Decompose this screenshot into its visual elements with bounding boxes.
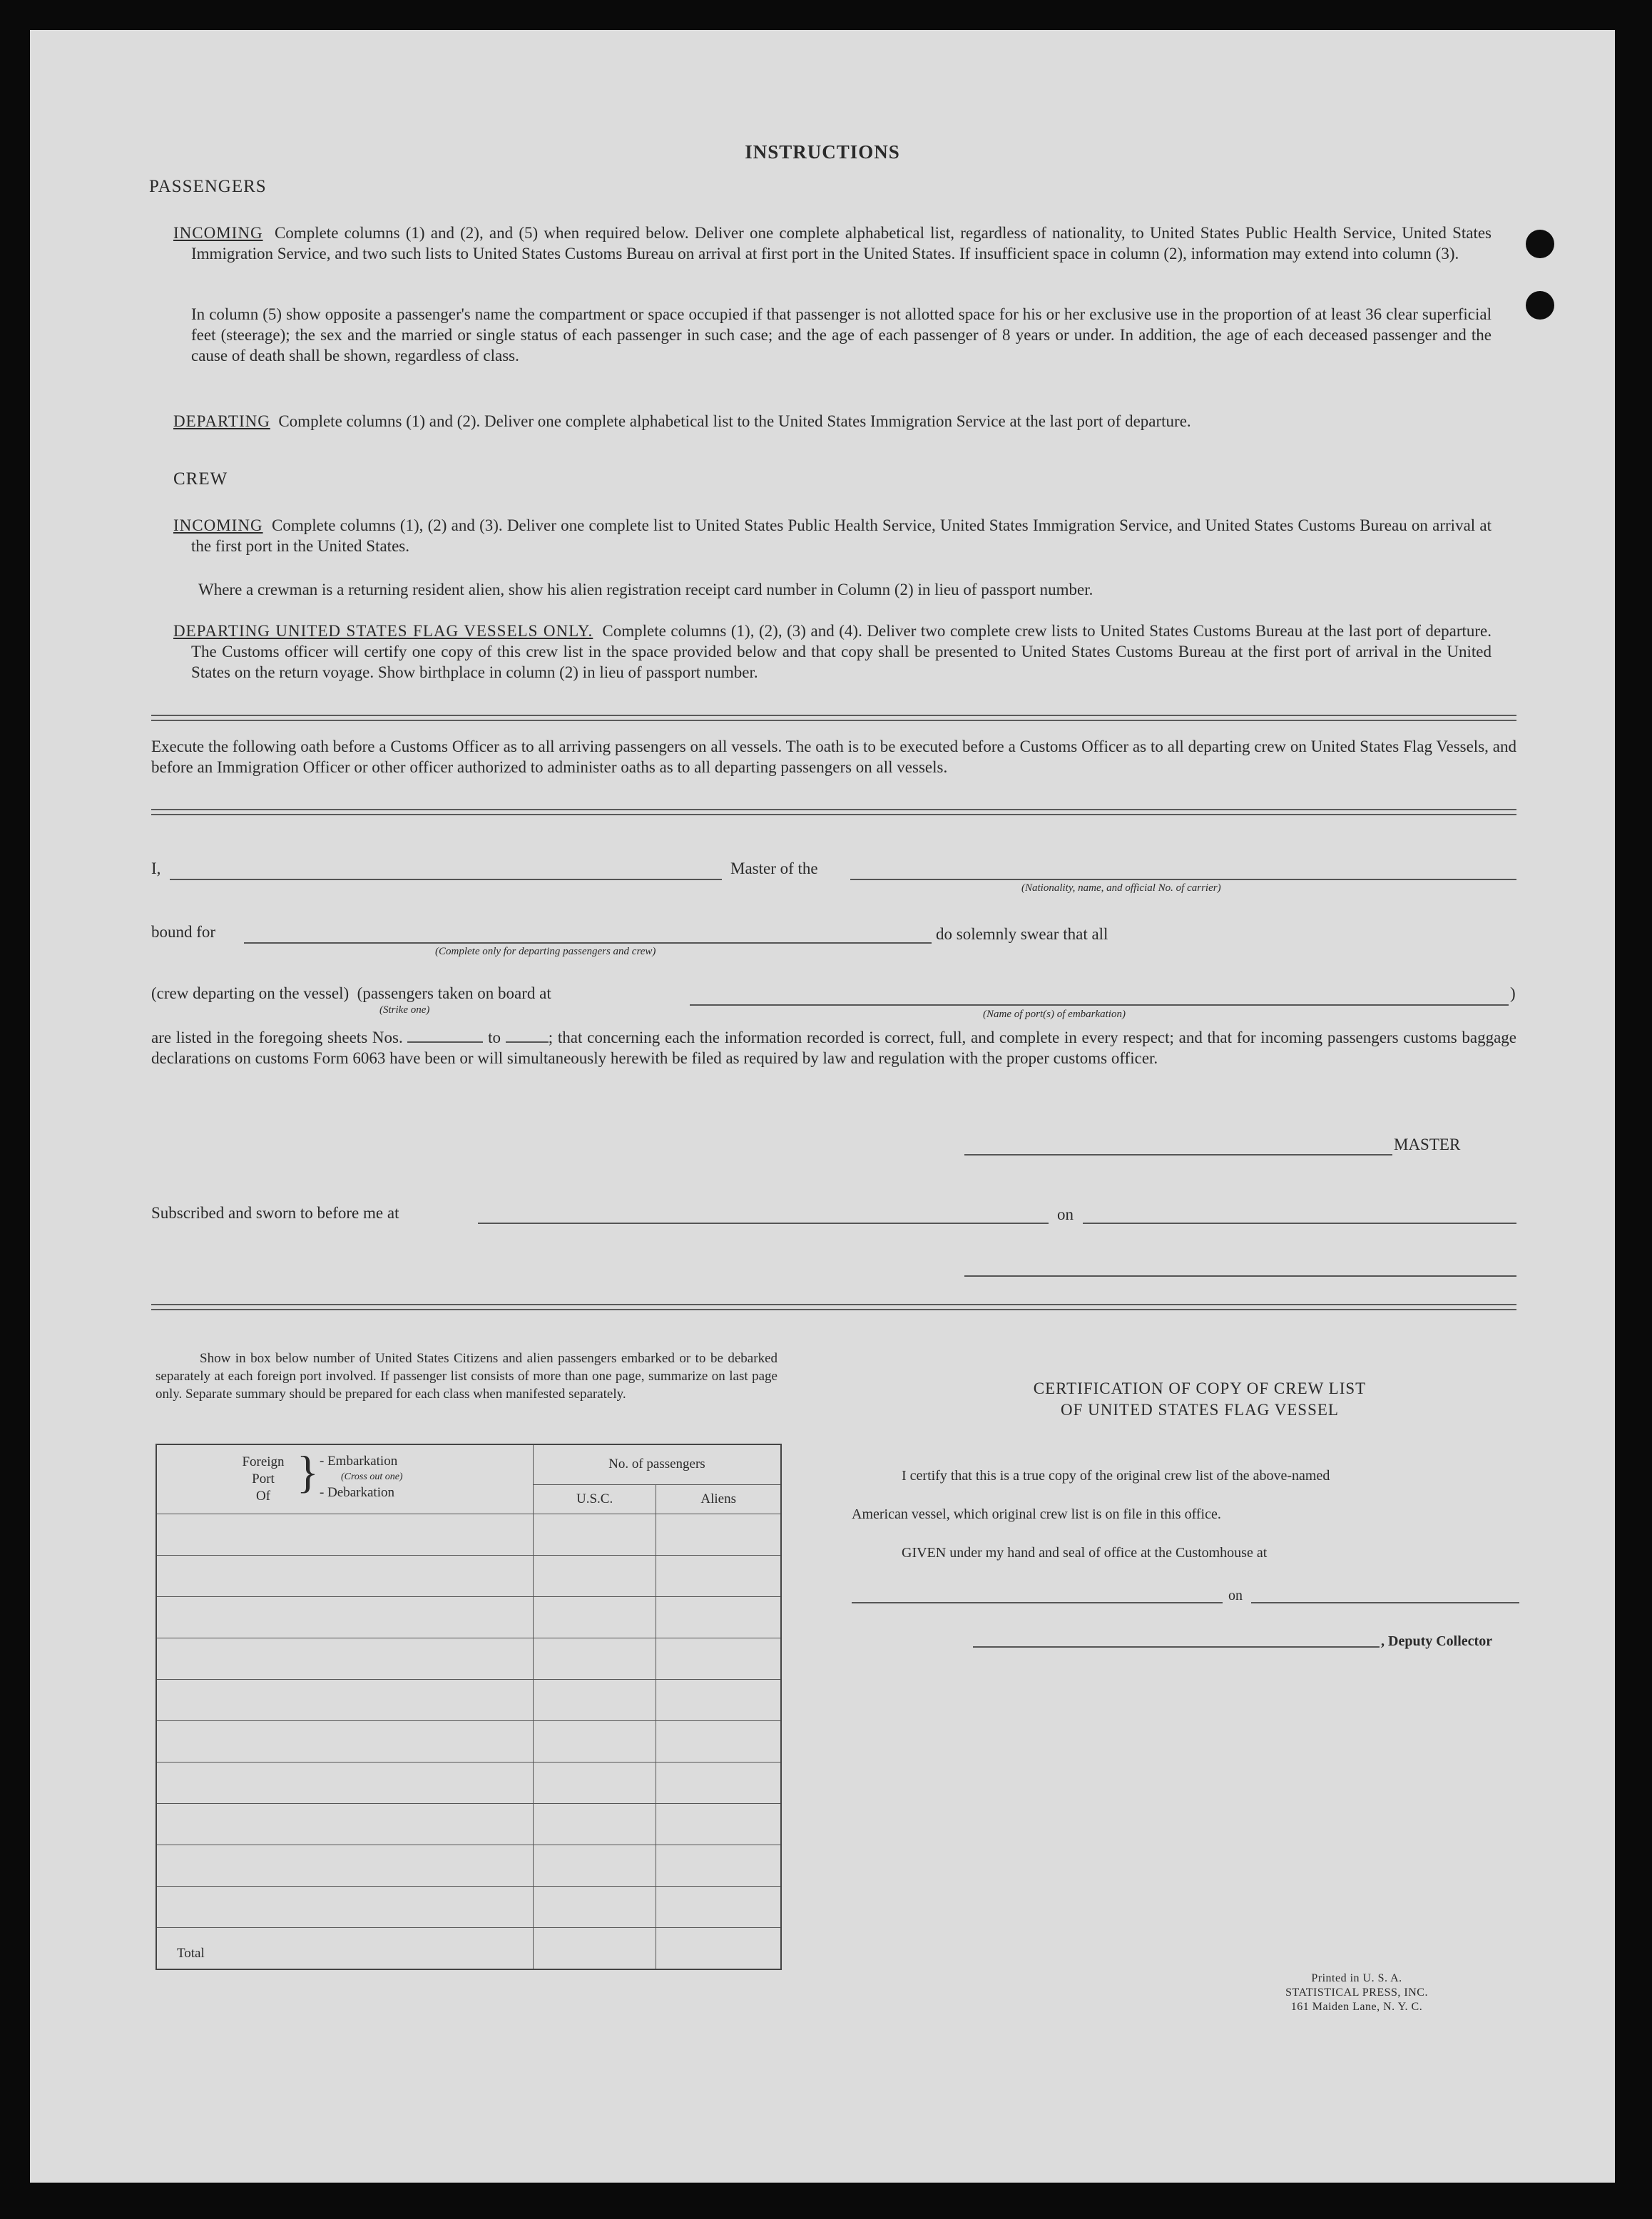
- deputy-collector-label: , Deputy Collector: [1381, 1633, 1493, 1649]
- master-signature-field[interactable]: [964, 1154, 1392, 1156]
- port-cell[interactable]: [156, 1638, 533, 1680]
- sheet-to-label: to: [488, 1029, 501, 1046]
- usc-header: U.S.C.: [533, 1484, 656, 1514]
- aliens-cell[interactable]: [656, 1597, 781, 1638]
- passengers-heading: PASSENGERS: [149, 177, 267, 196]
- form-page: [30, 30, 1615, 2183]
- usc-cell[interactable]: [533, 1804, 656, 1845]
- swear-label: do solemnly swear that all: [936, 925, 1108, 943]
- bound-for-field[interactable]: [244, 942, 932, 944]
- section-divider: [151, 1304, 1516, 1310]
- cross-out-caption: (Cross out one): [341, 1471, 403, 1482]
- certify-line1: I certify that this is a true copy of the original crew list of the above-named: [902, 1468, 1330, 1484]
- embarkation-port-field[interactable]: [690, 1004, 1509, 1006]
- port-cell[interactable]: [156, 1804, 533, 1845]
- strike-one-caption: (Strike one): [379, 1004, 430, 1016]
- sworn-place-field[interactable]: [478, 1223, 1049, 1224]
- crew-departing-label: DEPARTING UNITED STATES FLAG VESSELS ONLY.: [173, 622, 593, 640]
- master-label: MASTER: [1394, 1136, 1461, 1153]
- usc-cell[interactable]: [533, 1680, 656, 1721]
- certification-title-line2: OF UNITED STATES FLAG VESSEL: [1061, 1401, 1339, 1419]
- port-cell[interactable]: [156, 1680, 533, 1721]
- port-cell[interactable]: [156, 1556, 533, 1597]
- officer-signature-field[interactable]: [964, 1275, 1516, 1277]
- passengers-column5-paragraph: In column (5) show opposite a passenger's name the compartment or space occupied if that passenger is not allotted space for his or her exclusive use in the proportion of at least 36 clear superficial feet (steerage); the sex and the married or single status of each passenger in such case; and the age of each passenger of 8 years or under. In addition, the age of each deceased passenger and the cause of death shall be shown, regardless of class.: [191, 305, 1492, 364]
- sworn-date-field[interactable]: [1083, 1223, 1516, 1224]
- sheet-to-field[interactable]: [506, 1041, 549, 1043]
- punch-hole-icon: [1526, 291, 1554, 320]
- certification-title: [872, 1378, 1528, 1421]
- certification-date-field[interactable]: [1251, 1602, 1519, 1603]
- aliens-cell[interactable]: [656, 1804, 781, 1845]
- aliens-header: Aliens: [656, 1484, 781, 1514]
- aliens-cell[interactable]: [656, 1514, 781, 1556]
- aliens-cell[interactable]: [656, 1845, 781, 1887]
- usc-cell[interactable]: [533, 1514, 656, 1556]
- passengers-incoming-label: INCOMING: [173, 224, 263, 242]
- passengers-incoming-text: Complete columns (1) and (2), and (5) when required below. Deliver one complete alphabetical list, regardless of nationality, to United States Public Health Service, United States Immigration Service, and two such lists to United States Customs Bureau on arrival at first port in the United States. If insufficient space in column (2), information may extend into column (3).: [191, 224, 1492, 262]
- customhouse-field[interactable]: [852, 1602, 1223, 1603]
- port-cell[interactable]: [156, 1845, 533, 1887]
- bound-for-label: bound for: [151, 923, 216, 941]
- crew-departing-option[interactable]: (crew departing on the vessel): [151, 984, 350, 1002]
- crew-departing-paragraph: [173, 621, 1492, 683]
- passengers-taken-option[interactable]: (passengers taken on board at: [357, 984, 551, 1002]
- crew-incoming-paragraph: [173, 515, 1492, 556]
- port-cell[interactable]: [156, 1887, 533, 1928]
- oath-statement: [151, 1027, 1516, 1068]
- crew-resident-paragraph: Where a crewman is a returning resident alien, show his alien registration receipt card number in Column (2) in lieu of passport number.: [198, 581, 1093, 598]
- given-label: GIVEN under my hand and seal of office at the Customhouse at: [902, 1545, 1268, 1561]
- master-of-the-label: Master of the: [730, 859, 818, 877]
- aliens-cell[interactable]: [656, 1556, 781, 1597]
- usc-cell[interactable]: [533, 1638, 656, 1680]
- crew-incoming-text: Complete columns (1), (2) and (3). Deliver one complete list to United States Public Health Service, United States Immigration Service, and United States Customs Bureau on arrival at the first port in the United States.: [191, 516, 1492, 555]
- usc-cell[interactable]: [533, 1556, 656, 1597]
- deputy-signature-field[interactable]: [973, 1646, 1380, 1648]
- printer-name: STATISTICAL PRESS, INC.: [1285, 1986, 1428, 1999]
- usc-cell[interactable]: [533, 1721, 656, 1763]
- bound-for-caption: (Complete only for departing passengers and crew): [435, 946, 656, 957]
- embarkation-port-caption: (Name of port(s) of embarkation): [983, 1009, 1126, 1020]
- printer-imprint: [1250, 1971, 1464, 2014]
- carrier-caption: (Nationality, name, and official No. of carrier): [1021, 882, 1221, 894]
- embarkation-label[interactable]: - Embarkation: [320, 1454, 398, 1469]
- aliens-cell[interactable]: [656, 1680, 781, 1721]
- passenger-summary-table: [155, 1444, 782, 1970]
- usc-cell[interactable]: [533, 1763, 656, 1804]
- section-divider: [151, 809, 1516, 815]
- subscribed-label: Subscribed and sworn to before me at: [151, 1204, 399, 1222]
- usc-total-cell[interactable]: [533, 1928, 656, 1969]
- passengers-departing-paragraph: [173, 411, 1492, 432]
- port-cell[interactable]: [156, 1721, 533, 1763]
- passengers-departing-text: Complete columns (1) and (2). Deliver one complete alphabetical list to the United States Immigration Service at the last port of departure.: [278, 412, 1191, 430]
- crew-incoming-label: INCOMING: [173, 516, 263, 534]
- no-passengers-header: No. of passengers: [533, 1444, 781, 1484]
- master-name-field[interactable]: [170, 879, 722, 880]
- port-label: Port: [252, 1471, 275, 1486]
- aliens-cell[interactable]: [656, 1638, 781, 1680]
- punch-hole-icon: [1526, 230, 1554, 258]
- sworn-on-label: on: [1057, 1205, 1074, 1223]
- usc-cell[interactable]: [533, 1887, 656, 1928]
- foreign-label: Foreign: [242, 1454, 285, 1469]
- sheets-label: are listed in the foregoing sheets Nos.: [151, 1029, 403, 1046]
- port-cell[interactable]: [156, 1763, 533, 1804]
- passengers-incoming-paragraph: [173, 223, 1492, 264]
- aliens-cell[interactable]: [656, 1721, 781, 1763]
- printer-address: 161 Maiden Lane, N. Y. C.: [1290, 2001, 1423, 2013]
- port-cell[interactable]: [156, 1514, 533, 1556]
- printed-in-usa: Printed in U. S. A.: [1311, 1972, 1402, 1984]
- aliens-cell[interactable]: [656, 1763, 781, 1804]
- port-header-cell: [156, 1444, 533, 1514]
- crew-passengers-line: [151, 984, 551, 1003]
- aliens-total-cell[interactable]: [656, 1928, 781, 1969]
- certify-line2: American vessel, which original crew list is on file in this office.: [852, 1506, 1221, 1522]
- port-cell[interactable]: [156, 1597, 533, 1638]
- usc-cell[interactable]: [533, 1597, 656, 1638]
- certification-title-line1: CERTIFICATION OF COPY OF CREW LIST: [1033, 1379, 1367, 1397]
- oath-statement-text: ; that concerning each the information recorded is correct, full, and complete in every respect; and that for incoming passengers customs baggage declarations on customs Form 6063 have been or will simultaneously herewith be filed as required by law and regulation with the proper customs officer.: [151, 1029, 1517, 1067]
- carrier-field[interactable]: [850, 879, 1516, 880]
- debarkation-label[interactable]: - Debarkation: [320, 1485, 394, 1500]
- crew-departing-text: Complete columns (1), (2), (3) and (4). Deliver two complete crew lists to United States Customs Bureau at the last port of departure. The Customs officer will certify one copy of this crew list in the space provided below and that copy shall be presented to United States Customs Bureau at the first port of arrival in the United States on the return voyage. Show birthplace in column (2) in lieu of passport number.: [191, 622, 1492, 681]
- crew-heading: CREW: [173, 469, 228, 489]
- page-title: INSTRUCTIONS: [745, 141, 900, 163]
- oath-instructions: Execute the following oath before a Customs Officer as to all arriving passengers on all vessels. The oath is to be executed before a Customs Officer as to all departing crew on United States Flag Vessels, and before an Immigration Officer or other officer authorized to administer oaths as to all departing passengers on all vessels.: [151, 738, 1516, 776]
- section-divider: [151, 715, 1516, 721]
- usc-cell[interactable]: [533, 1845, 656, 1887]
- of-label: Of: [255, 1489, 271, 1504]
- oath-i-label: I,: [151, 859, 161, 877]
- certification-on-label: on: [1228, 1588, 1243, 1603]
- summary-instructions: Show in box below number of United States Citizens and alien passengers embarked or to be debarked separately at each foreign port involved. If passenger list consists of more than one page, summarize on last page only. Separate summary should be prepared for each class when manifested separately.: [155, 1351, 777, 1402]
- close-paren: ): [1510, 984, 1516, 1002]
- brace-icon: }: [297, 1447, 319, 1497]
- passengers-departing-label: DEPARTING: [173, 412, 270, 430]
- total-label: Total: [156, 1928, 533, 1969]
- sheet-from-field[interactable]: [407, 1041, 483, 1043]
- aliens-cell[interactable]: [656, 1887, 781, 1928]
